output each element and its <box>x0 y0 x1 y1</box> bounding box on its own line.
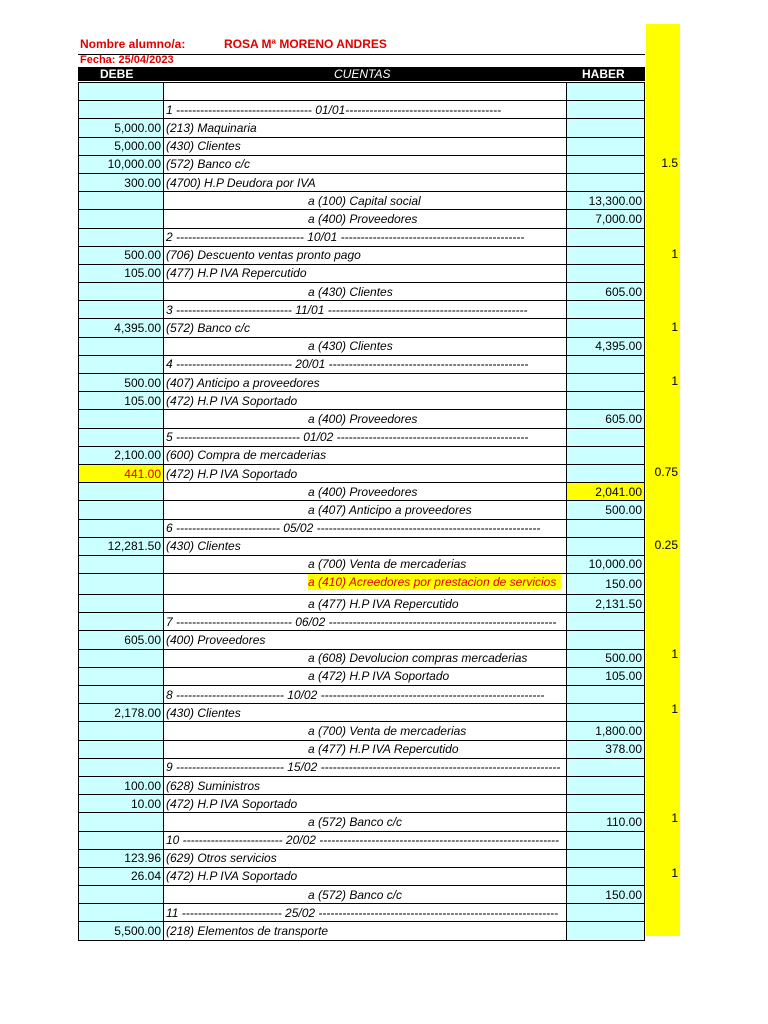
journal-row <box>79 483 645 501</box>
journal-row <box>79 101 645 119</box>
journal-row <box>79 740 645 758</box>
account-cell[interactable] <box>164 519 567 537</box>
debe-cell[interactable] <box>79 740 164 758</box>
account-cell[interactable] <box>164 831 567 849</box>
account-cell[interactable] <box>164 319 567 337</box>
debe-cell[interactable]: 500.00 <box>79 246 164 264</box>
journal-row <box>79 319 645 337</box>
score-value: 1 <box>671 811 678 825</box>
debe-cell[interactable]: 5,000.00 <box>79 119 164 137</box>
haber-cell[interactable] <box>567 374 645 392</box>
haber-cell[interactable] <box>567 704 645 722</box>
haber-cell[interactable]: 1,800.00 <box>567 722 645 740</box>
debe-cell[interactable] <box>79 192 164 210</box>
credit-account-label: a (400) Proveedores <box>308 484 418 499</box>
haber-cell[interactable]: 150.00 <box>567 574 645 595</box>
haber-cell[interactable] <box>567 758 645 776</box>
debe-cell[interactable] <box>79 301 164 319</box>
debe-cell[interactable] <box>79 613 164 631</box>
credit-account-label: a (407) Anticipo a proveedores <box>308 502 472 517</box>
haber-cell[interactable]: 10,000.00 <box>567 555 645 573</box>
account-label: (600) Compra de mercaderias <box>166 448 327 463</box>
journal-row <box>79 83 645 101</box>
account-label: (472) H.P IVA Soportado <box>166 393 298 408</box>
haber-cell[interactable] <box>567 519 645 537</box>
journal-row <box>79 704 645 722</box>
journal-row <box>79 519 645 537</box>
haber-cell[interactable] <box>567 831 645 849</box>
haber-cell[interactable] <box>567 264 645 282</box>
account-cell[interactable] <box>164 595 567 613</box>
account-label: 2 -------------------------------- 10/01 ---------------------------------------------- <box>166 230 525 245</box>
credit-account-label: a (430) Clientes <box>308 284 393 299</box>
account-cell[interactable] <box>164 192 567 210</box>
student-name-value: ROSA Mª MORENO ANDRES <box>224 37 387 51</box>
account-cell[interactable] <box>164 501 567 519</box>
account-label: (472) H.P IVA Soportado <box>166 796 298 811</box>
credit-account-label: a (608) Devolucion compras mercaderias <box>308 651 528 666</box>
journal-row <box>79 410 645 428</box>
debe-cell[interactable] <box>79 283 164 301</box>
account-cell[interactable] <box>164 686 567 704</box>
journal-table <box>78 82 645 941</box>
haber-cell[interactable]: 2,041.00 <box>567 483 645 501</box>
journal-row <box>79 795 645 813</box>
debe-cell[interactable]: 10,000.00 <box>79 155 164 173</box>
account-label: 1 ---------------------------------- 01/01--------------------------------------- <box>166 102 502 117</box>
debe-cell[interactable] <box>79 337 164 355</box>
debe-cell[interactable] <box>79 667 164 685</box>
account-cell[interactable] <box>164 722 567 740</box>
debe-cell[interactable] <box>79 428 164 446</box>
debe-cell[interactable] <box>79 649 164 667</box>
debe-cell[interactable] <box>79 228 164 246</box>
debe-cell[interactable] <box>79 555 164 573</box>
account-cell[interactable] <box>164 813 567 831</box>
score-value: 1 <box>671 246 678 261</box>
haber-cell[interactable] <box>567 537 645 555</box>
credit-account-label: a (400) Proveedores <box>308 211 418 226</box>
account-label: (572) Banco c/c <box>166 321 251 336</box>
debe-cell[interactable] <box>79 83 164 101</box>
account-label: 10 ------------------------- 20/02 ------------------------------------------------------------ <box>166 833 560 848</box>
account-cell[interactable] <box>164 337 567 355</box>
haber-cell[interactable] <box>567 355 645 373</box>
journal-row <box>79 667 645 685</box>
debe-cell[interactable] <box>79 410 164 428</box>
haber-cell[interactable]: 2,131.50 <box>567 595 645 613</box>
credit-account-label: a (477) H.P IVA Repercutido <box>308 596 459 611</box>
journal-row <box>79 428 645 446</box>
debe-cell[interactable]: 100.00 <box>79 776 164 794</box>
journal-row <box>79 649 645 667</box>
account-label: (477) H.P IVA Repercutido <box>166 266 307 281</box>
journal-row <box>79 392 645 410</box>
score-value: 0.75 <box>654 465 678 480</box>
score-value: 1.5 <box>661 155 678 170</box>
journal-row <box>79 283 645 301</box>
account-label: (400) Proveedores <box>166 633 266 648</box>
account-cell[interactable] <box>164 355 567 373</box>
haber-cell[interactable] <box>567 428 645 446</box>
haber-cell[interactable] <box>567 173 645 191</box>
credit-account-label: a (700) Venta de mercaderias <box>308 557 467 572</box>
account-label: (472) H.P IVA Soportado <box>166 466 298 481</box>
haber-cell[interactable] <box>567 464 645 482</box>
journal-row <box>79 210 645 228</box>
account-label: 7 ----------------------------- 06/02 --------------------------------------------------------- <box>166 614 557 629</box>
account-cell[interactable] <box>164 922 567 940</box>
journal-row <box>79 722 645 740</box>
debe-cell[interactable] <box>79 813 164 831</box>
column-header-cuentas: CUENTAS <box>334 67 391 81</box>
account-cell[interactable] <box>164 428 567 446</box>
score-value: 1 <box>671 865 678 880</box>
account-cell[interactable] <box>164 649 567 667</box>
account-cell[interactable] <box>164 704 567 722</box>
haber-cell[interactable] <box>567 849 645 867</box>
debe-cell[interactable]: 26.04 <box>79 867 164 885</box>
account-cell[interactable] <box>164 483 567 501</box>
debe-cell[interactable] <box>79 519 164 537</box>
account-cell[interactable] <box>164 119 567 137</box>
journal-row <box>79 228 645 246</box>
haber-cell[interactable]: 500.00 <box>567 501 645 519</box>
column-header-bar <box>78 67 645 81</box>
account-cell[interactable] <box>164 101 567 119</box>
account-cell[interactable] <box>164 173 567 191</box>
account-cell[interactable] <box>164 849 567 867</box>
credit-account-label: a (100) Capital social <box>308 193 421 208</box>
account-label: (430) Clientes <box>166 539 241 554</box>
journal-row <box>79 595 645 613</box>
journal-row <box>79 776 645 794</box>
haber-cell[interactable]: 605.00 <box>567 410 645 428</box>
journal-row <box>79 555 645 573</box>
account-label: 4 ----------------------------- 20/01 -------------------------------------------------- <box>166 357 529 372</box>
account-cell[interactable] <box>164 374 567 392</box>
account-label: (706) Descuento ventas pronto pago <box>166 248 361 263</box>
journal-row <box>79 446 645 464</box>
journal-row <box>79 758 645 776</box>
journal-row <box>79 867 645 885</box>
debe-cell[interactable] <box>79 831 164 849</box>
journal-row <box>79 374 645 392</box>
journal-table-body <box>79 83 645 941</box>
account-label: (430) Clientes <box>166 139 241 154</box>
haber-cell[interactable] <box>567 119 645 137</box>
account-cell[interactable] <box>164 758 567 776</box>
journal-row <box>79 813 645 831</box>
debe-cell[interactable]: 5,500.00 <box>79 922 164 940</box>
journal-row <box>79 246 645 264</box>
haber-cell[interactable] <box>567 867 645 885</box>
journal-row <box>79 192 645 210</box>
haber-cell[interactable]: 13,300.00 <box>567 192 645 210</box>
haber-cell[interactable]: 110.00 <box>567 813 645 831</box>
account-cell[interactable] <box>164 155 567 173</box>
haber-cell[interactable] <box>567 101 645 119</box>
account-cell[interactable] <box>164 446 567 464</box>
account-cell[interactable] <box>164 776 567 794</box>
account-cell[interactable] <box>164 555 567 573</box>
haber-cell[interactable] <box>567 83 645 101</box>
account-label: 8 --------------------------- 10/02 -------------------------------------------------------- <box>166 687 545 702</box>
account-cell[interactable] <box>164 795 567 813</box>
account-cell[interactable] <box>164 83 567 101</box>
account-label: (4700) H.P Deudora por IVA <box>166 175 316 190</box>
credit-account-label: a (477) H.P IVA Repercutido <box>308 742 459 757</box>
haber-cell[interactable]: 105.00 <box>567 667 645 685</box>
debe-cell[interactable] <box>79 210 164 228</box>
debe-cell[interactable] <box>79 886 164 904</box>
journal-row <box>79 631 645 649</box>
credit-account-label: a (572) Banco c/c <box>308 814 403 829</box>
account-cell[interactable] <box>164 537 567 555</box>
account-cell[interactable] <box>164 631 567 649</box>
haber-cell[interactable] <box>567 246 645 264</box>
credit-account-label: a (410) Acreedores por prestacion de servicios <box>308 574 561 590</box>
debe-cell[interactable] <box>79 101 164 119</box>
debe-cell[interactable]: 12,281.50 <box>79 537 164 555</box>
account-label: 9 --------------------------- 15/02 ------------------------------------------------------------ <box>166 760 561 775</box>
journal-row <box>79 831 645 849</box>
debe-cell[interactable]: 105.00 <box>79 264 164 282</box>
account-cell[interactable] <box>164 740 567 758</box>
debe-cell[interactable]: 2,100.00 <box>79 446 164 464</box>
haber-cell[interactable] <box>567 301 645 319</box>
debe-cell[interactable]: 4,395.00 <box>79 319 164 337</box>
journal-row <box>79 155 645 173</box>
account-label: (430) Clientes <box>166 705 241 720</box>
journal-row <box>79 922 645 940</box>
score-value: 1 <box>671 374 678 389</box>
account-cell[interactable] <box>164 210 567 228</box>
journal-row <box>79 501 645 519</box>
haber-cell[interactable]: 150.00 <box>567 886 645 904</box>
account-label: (628) Suministros <box>166 778 261 793</box>
account-cell[interactable] <box>164 228 567 246</box>
debe-cell[interactable] <box>79 595 164 613</box>
account-cell[interactable] <box>164 392 567 410</box>
account-cell[interactable] <box>164 904 567 922</box>
debe-cell[interactable]: 441.00 <box>79 464 164 482</box>
haber-cell[interactable] <box>567 446 645 464</box>
debe-cell[interactable]: 10.00 <box>79 795 164 813</box>
column-header-debe: DEBE <box>100 67 134 81</box>
journal-row <box>79 264 645 282</box>
journal-row <box>79 613 645 631</box>
account-cell[interactable] <box>164 613 567 631</box>
journal-row <box>79 574 645 595</box>
debe-cell[interactable]: 605.00 <box>79 631 164 649</box>
haber-cell[interactable]: 7,000.00 <box>567 210 645 228</box>
haber-cell[interactable] <box>567 319 645 337</box>
debe-cell[interactable] <box>79 722 164 740</box>
account-cell[interactable] <box>164 137 567 155</box>
debe-cell[interactable]: 500.00 <box>79 374 164 392</box>
haber-cell[interactable]: 500.00 <box>567 649 645 667</box>
account-cell[interactable] <box>164 574 567 595</box>
journal-row <box>79 137 645 155</box>
haber-cell[interactable] <box>567 776 645 794</box>
debe-cell[interactable] <box>79 501 164 519</box>
score-value: 0.25 <box>654 538 678 552</box>
account-label: (218) Elementos de transporte <box>166 924 329 939</box>
student-name-label: Nombre alumno/a: <box>80 37 186 51</box>
journal-row <box>79 355 645 373</box>
haber-cell[interactable] <box>567 155 645 173</box>
debe-cell[interactable]: 5,000.00 <box>79 137 164 155</box>
debe-cell[interactable] <box>79 355 164 373</box>
account-label: 11 ------------------------- 25/02 ------------------------------------------------------------ <box>166 905 559 920</box>
account-cell[interactable] <box>164 264 567 282</box>
debe-cell[interactable]: 123.96 <box>79 849 164 867</box>
debe-cell[interactable]: 300.00 <box>79 173 164 191</box>
journal-row <box>79 464 645 482</box>
haber-cell[interactable]: 4,395.00 <box>567 337 645 355</box>
haber-cell[interactable]: 605.00 <box>567 283 645 301</box>
account-label: (213) Maquinaria <box>166 120 257 135</box>
score-value: 1 <box>671 319 678 334</box>
haber-cell[interactable] <box>567 795 645 813</box>
account-label: 6 -------------------------- 05/02 -------------------------------------------------------- <box>166 521 541 536</box>
haber-cell[interactable] <box>567 137 645 155</box>
debe-cell[interactable] <box>79 686 164 704</box>
debe-cell[interactable]: 2,178.00 <box>79 704 164 722</box>
haber-cell[interactable] <box>567 631 645 649</box>
credit-account-label: a (472) H.P IVA Soportado <box>308 669 450 684</box>
score-value: 1 <box>671 701 678 716</box>
journal-row <box>79 886 645 904</box>
debe-cell[interactable] <box>79 483 164 501</box>
debe-cell[interactable]: 105.00 <box>79 392 164 410</box>
credit-account-label: a (430) Clientes <box>308 339 393 354</box>
account-cell[interactable] <box>164 246 567 264</box>
account-cell[interactable] <box>164 301 567 319</box>
credit-account-label: a (400) Proveedores <box>308 411 418 426</box>
exam-date: Fecha: 25/04/2023 <box>80 54 174 66</box>
haber-cell[interactable] <box>567 392 645 410</box>
account-label: (472) H.P IVA Soportado <box>166 869 298 884</box>
account-cell[interactable] <box>164 410 567 428</box>
haber-cell[interactable] <box>567 613 645 631</box>
haber-cell[interactable] <box>567 922 645 940</box>
journal-row <box>79 119 645 137</box>
haber-cell[interactable]: 378.00 <box>567 740 645 758</box>
account-cell[interactable] <box>164 464 567 482</box>
haber-cell[interactable] <box>567 904 645 922</box>
score-value: 1 <box>671 647 678 662</box>
journal-row <box>79 337 645 355</box>
account-cell[interactable] <box>164 283 567 301</box>
haber-cell[interactable] <box>567 228 645 246</box>
debe-cell[interactable] <box>79 758 164 776</box>
account-label: (572) Banco c/c <box>166 157 251 172</box>
journal-row <box>79 849 645 867</box>
journal-row <box>79 173 645 191</box>
account-label: (629) Otros servicios <box>166 851 277 866</box>
haber-cell[interactable] <box>567 686 645 704</box>
account-cell[interactable] <box>164 667 567 685</box>
credit-account-label: a (572) Banco c/c <box>308 887 403 902</box>
account-cell[interactable] <box>164 867 567 885</box>
debe-cell[interactable] <box>79 904 164 922</box>
column-header-haber: HABER <box>582 67 625 81</box>
account-label: 3 ----------------------------- 11/01 -------------------------------------------------- <box>166 302 528 317</box>
journal-row <box>79 301 645 319</box>
journal-row <box>79 904 645 922</box>
account-label: 5 ------------------------------- 01/02 ------------------------------------------------ <box>166 430 529 445</box>
journal-row <box>79 537 645 555</box>
account-cell[interactable] <box>164 886 567 904</box>
debe-cell[interactable] <box>79 574 164 595</box>
credit-account-label: a (700) Venta de mercaderias <box>308 723 467 738</box>
journal-row <box>79 686 645 704</box>
account-label: (407) Anticipo a proveedores <box>166 375 320 390</box>
